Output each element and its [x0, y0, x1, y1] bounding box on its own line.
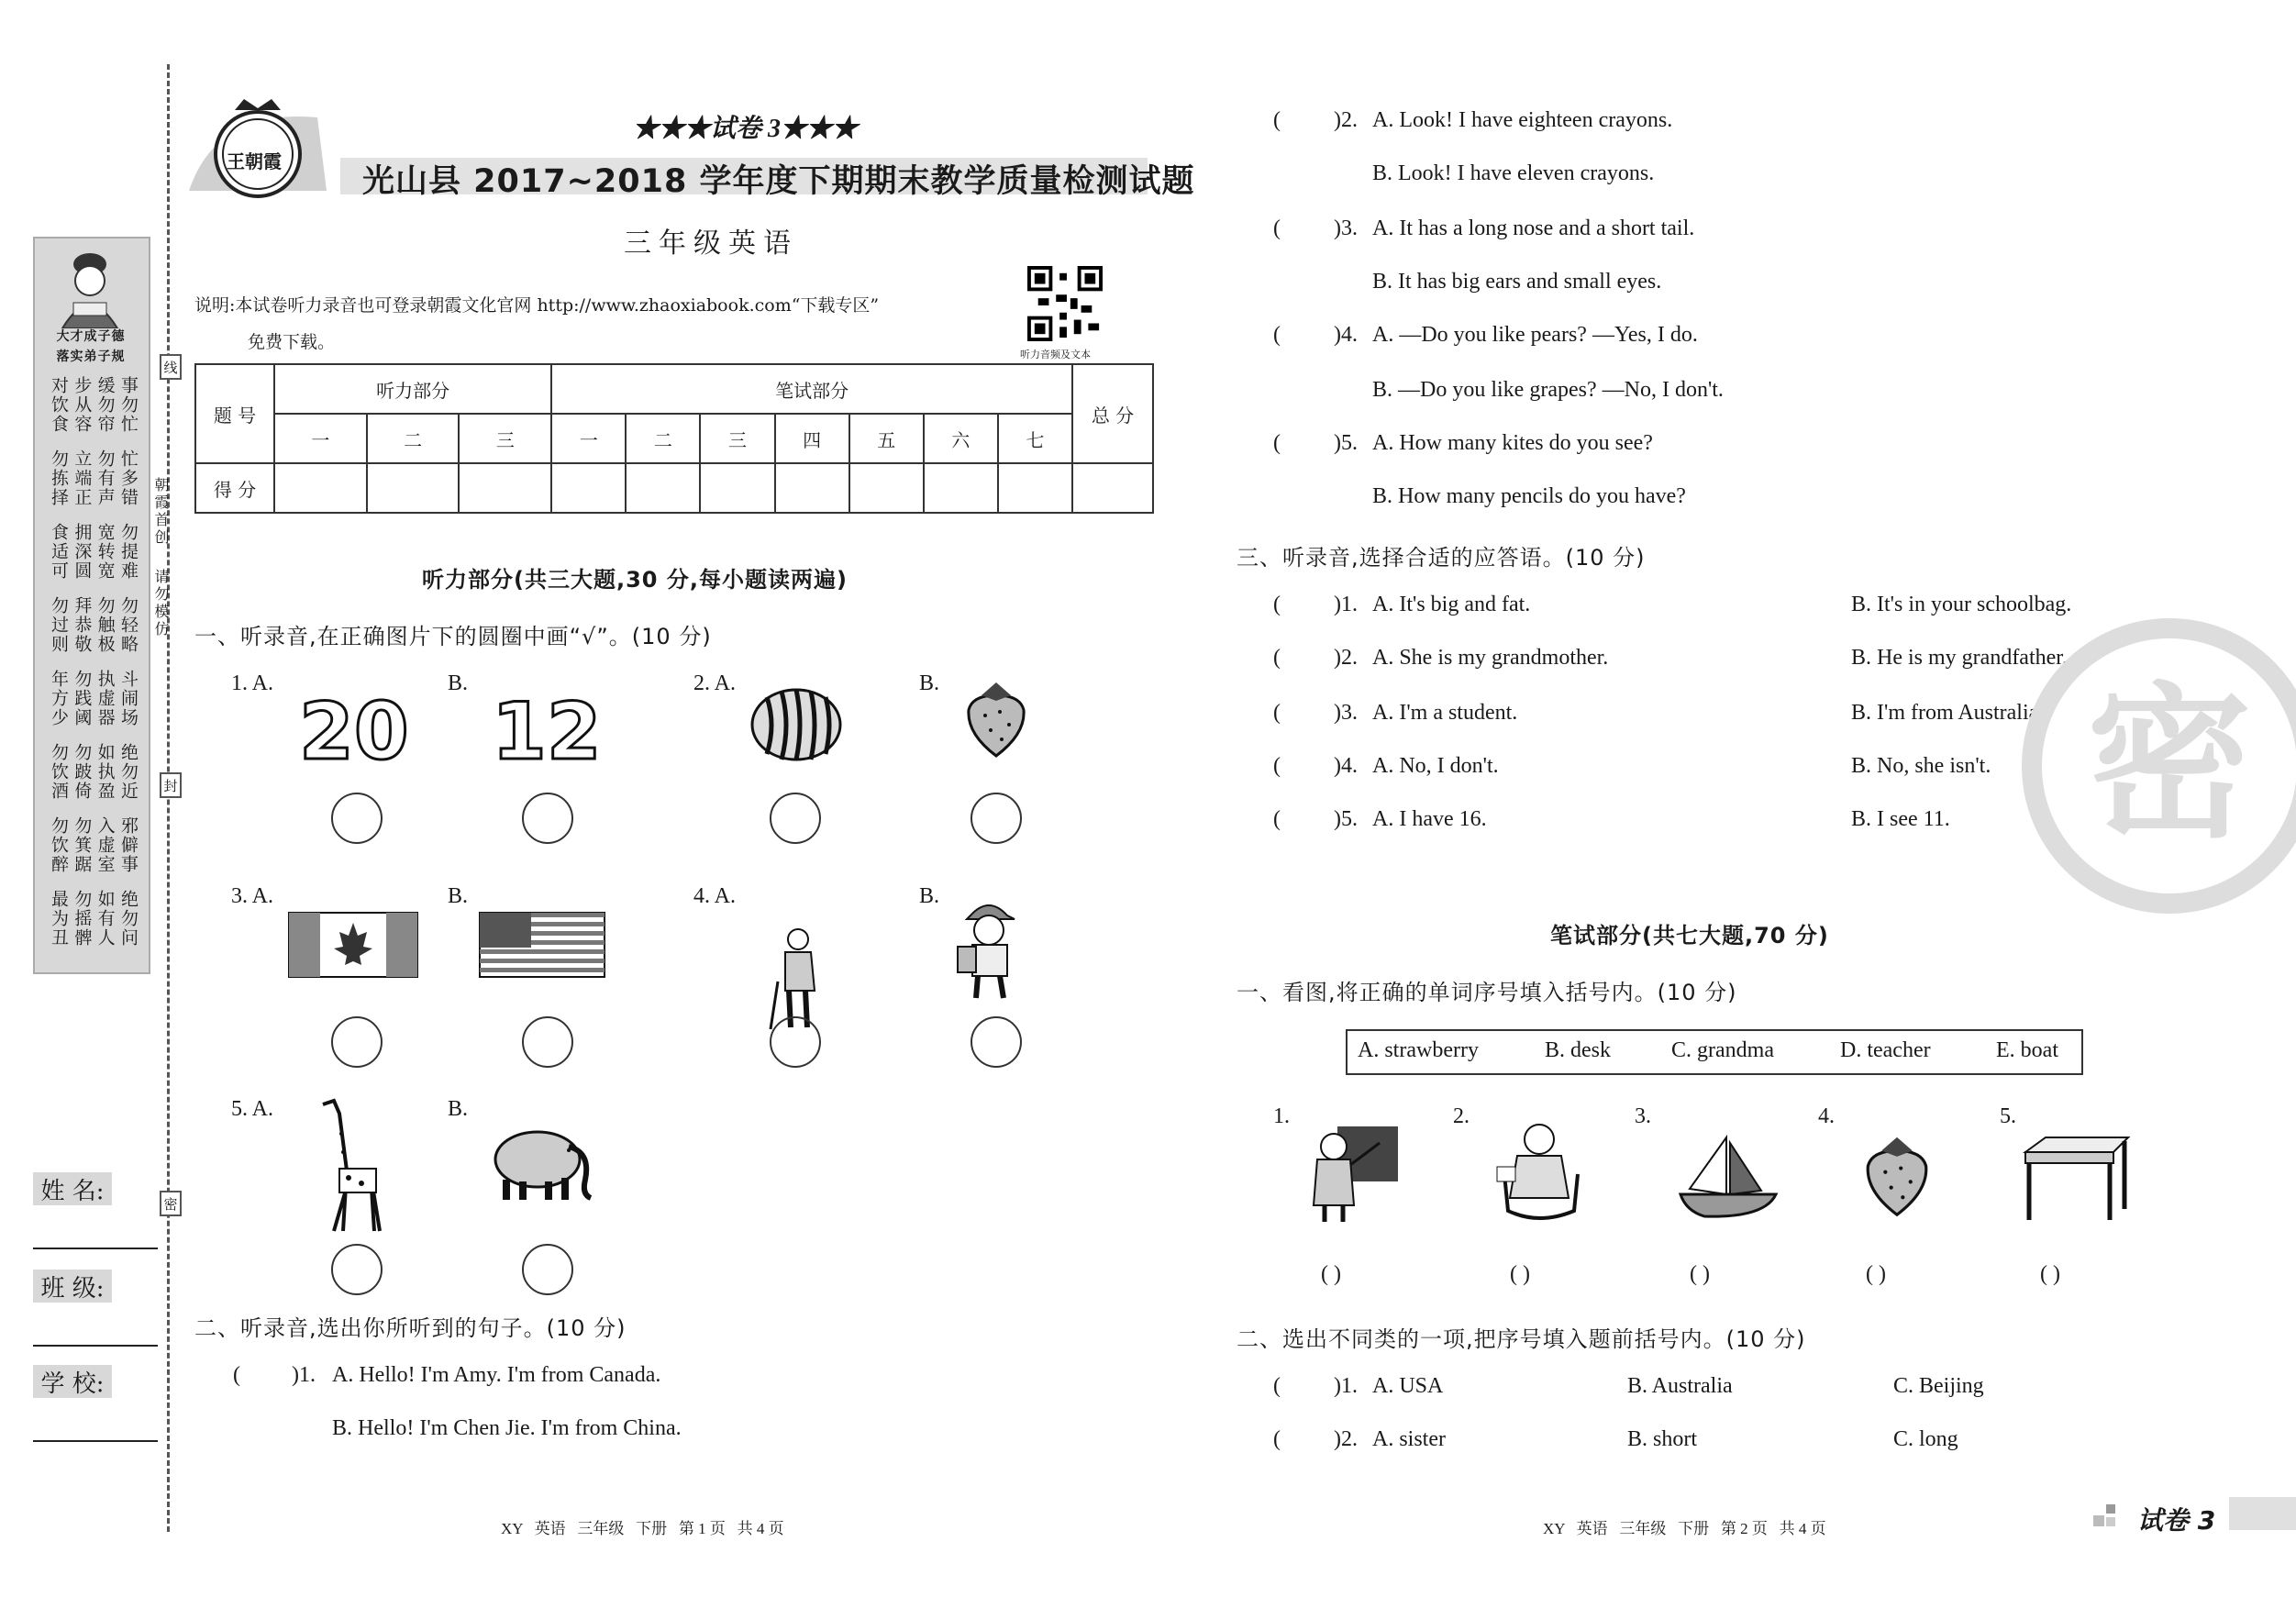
- p3-q1-b: B. It's in your schoolbag.: [1851, 593, 2072, 616]
- p2-q1-no: )1.: [292, 1363, 316, 1387]
- qr-code-icon[interactable]: [1027, 266, 1103, 341]
- item-3-b-label: B.: [448, 884, 469, 908]
- w2-q1-c: C. Beijing: [1893, 1374, 1984, 1398]
- motto-column: 斗闹场: [117, 670, 139, 727]
- elephant-icon: [484, 1125, 598, 1202]
- picture-no-2: 2.: [1453, 1104, 1470, 1128]
- motto-column: 勿饮酒: [49, 743, 69, 801]
- answer-circle[interactable]: [971, 793, 1022, 844]
- p3-q5-b: B. I see 11.: [1851, 807, 1950, 831]
- answer-bracket[interactable]: (: [1273, 323, 1281, 347]
- writing-col: 七: [998, 414, 1072, 463]
- w2-q1-b: B. Australia: [1627, 1374, 1733, 1398]
- score-cell[interactable]: [1072, 463, 1153, 513]
- motto-column: 勿触极: [94, 596, 116, 654]
- p2-q4-a: A. —Do you like pears? —Yes, I do.: [1372, 323, 1698, 347]
- word-option: E. boat: [1996, 1038, 2058, 1062]
- motto-column: 事勿忙: [117, 376, 139, 434]
- listening-col: 三: [459, 414, 551, 463]
- motto-column: 拥深圆: [72, 523, 93, 581]
- p3-q1-no: )1.: [1334, 593, 1358, 616]
- motto-block: [48, 449, 139, 521]
- motto-block: [48, 376, 139, 448]
- listening-header: 听力部分: [274, 364, 551, 414]
- w2-q2-a: A. sister: [1372, 1427, 1446, 1451]
- item-2-a-label: 2. A.: [693, 671, 737, 695]
- p2-q3-b: B. It has big ears and small eyes.: [1372, 270, 1662, 294]
- motto-block: [48, 596, 139, 668]
- p3-q5-a: A. I have 16.: [1372, 807, 1487, 831]
- motto-column: 执虚器: [94, 670, 116, 727]
- motto-column: 步从容: [72, 376, 93, 434]
- school-line[interactable]: [33, 1440, 158, 1442]
- p3-q2-b: B. He is my grandfather.: [1851, 646, 2068, 670]
- answer-bracket[interactable]: (: [1273, 431, 1281, 455]
- writing-part2-title: 二、选出不同类的一项,把序号填入题前括号内。(10 分): [1237, 1326, 1806, 1352]
- score-cell[interactable]: [459, 463, 551, 513]
- boat-icon: [1677, 1134, 1780, 1220]
- teacher-icon: [1306, 1123, 1400, 1224]
- w2-q1-a: A. USA: [1372, 1374, 1444, 1398]
- subject-title: 三年级英语: [624, 227, 798, 260]
- p3-q1-a: A. It's big and fat.: [1372, 593, 1531, 616]
- boy-student-icon: [950, 895, 1027, 1005]
- strawberry-icon: [963, 679, 1029, 760]
- item-5-b-label: B.: [448, 1097, 469, 1121]
- motto-column: 如执盈: [94, 743, 116, 801]
- writing-col: 五: [849, 414, 924, 463]
- listening-part2-title: 二、听录音,选出你所听到的句子。(10 分): [194, 1315, 627, 1341]
- picture-no-1: 1.: [1273, 1104, 1290, 1128]
- class-label: 班 级:: [33, 1270, 112, 1303]
- vertical-note-1: 朝霞首创: [152, 477, 170, 547]
- answer-bracket[interactable]: ( ): [1321, 1262, 1341, 1286]
- motto-column: 年方少: [49, 670, 69, 727]
- qr-caption: 听力音频及文本: [1020, 349, 1091, 360]
- score-cell[interactable]: [367, 463, 460, 513]
- answer-circle[interactable]: [522, 1244, 573, 1295]
- binding-mark-line: 线: [160, 354, 182, 380]
- answer-bracket[interactable]: ( ): [1866, 1262, 1886, 1286]
- number-12-picture: 12: [492, 686, 602, 778]
- motto-column: 对饮食: [49, 376, 69, 434]
- number-20-picture: 20: [299, 686, 409, 778]
- motto-column: 食适可: [49, 523, 69, 581]
- binding-mark-secret: 密: [160, 1191, 182, 1216]
- p2-q2-b: B. Look! I have eleven crayons.: [1372, 161, 1655, 185]
- answer-bracket[interactable]: (: [233, 1363, 240, 1387]
- total-header: 总 分: [1072, 364, 1153, 463]
- answer-circle[interactable]: [770, 1016, 821, 1068]
- word-option: A. strawberry: [1358, 1038, 1479, 1062]
- w2-q2-c: C. long: [1893, 1427, 1958, 1451]
- grandma-icon: [1495, 1119, 1583, 1224]
- row-label-score: 得 分: [195, 463, 274, 513]
- p3-q4-b: B. No, she isn't.: [1851, 754, 1991, 778]
- answer-bracket[interactable]: (: [1273, 593, 1281, 616]
- w2-q2-b: B. short: [1627, 1427, 1698, 1451]
- answer-bracket[interactable]: (: [1273, 1374, 1281, 1398]
- row-label-question: 题 号: [195, 364, 274, 463]
- item-3-a-label: 3. A.: [231, 884, 274, 908]
- writing-col: 三: [700, 414, 774, 463]
- listening-part1-title: 一、听录音,在正确图片下的圆圈中画“√”。(10 分): [194, 624, 712, 649]
- p2-q3-no: )3.: [1334, 216, 1358, 240]
- motto-column: 勿过则: [49, 596, 69, 654]
- motto-block: [48, 890, 139, 961]
- school-label: 学 校:: [33, 1365, 112, 1398]
- logo-text: 王朝霞: [227, 150, 282, 172]
- motto-column: 忙多错: [117, 449, 139, 507]
- usa-flag-icon: [479, 912, 605, 978]
- p2-q1-a: A. Hello! I'm Amy. I'm from Canada.: [332, 1363, 661, 1387]
- answer-bracket[interactable]: (: [1273, 1427, 1281, 1451]
- word-option: B. desk: [1545, 1038, 1611, 1062]
- score-cell[interactable]: [775, 463, 849, 513]
- score-cell[interactable]: [700, 463, 774, 513]
- writing-part1-title: 一、看图,将正确的单词序号填入括号内。(10 分): [1237, 980, 1737, 1005]
- answer-circle[interactable]: [522, 793, 573, 844]
- w2-q2-no: )2.: [1334, 1427, 1358, 1451]
- seal-char: 密: [2086, 669, 2253, 860]
- answer-circle[interactable]: [331, 1244, 383, 1295]
- motto-column: 勿拣择: [49, 449, 69, 507]
- confidential-seal-icon: [2018, 615, 2296, 917]
- corner-shade: [2229, 1497, 2296, 1530]
- item-2-b-label: B.: [919, 671, 940, 695]
- picture-no-5: 5.: [2000, 1104, 2016, 1128]
- motto-column: 最为丑: [49, 890, 69, 948]
- writing-header: 笔试部分: [551, 364, 1072, 414]
- corner-paper-tag: 试卷 3: [2137, 1505, 2216, 1536]
- motto-column: 勿箕踞: [72, 816, 93, 874]
- desk-icon: [2022, 1132, 2132, 1224]
- writing-col: 六: [924, 414, 998, 463]
- listening-col: 二: [367, 414, 460, 463]
- listening-part3-title: 三、听录音,选择合适的应答语。(10 分): [1237, 545, 1646, 571]
- p3-q4-no: )4.: [1334, 754, 1358, 778]
- motto-column: 拜恭敬: [72, 596, 93, 654]
- p3-q2-a: A. She is my grandmother.: [1372, 646, 1609, 670]
- binding-mark-seal: 封: [160, 772, 182, 798]
- p2-q1-b: B. Hello! I'm Chen Jie. I'm from China.: [332, 1416, 682, 1440]
- motto-block: [48, 670, 139, 741]
- w2-q1-no: )1.: [1334, 1374, 1358, 1398]
- picture-no-3: 3.: [1635, 1104, 1651, 1128]
- answer-bracket[interactable]: (: [1273, 216, 1281, 240]
- word-option: C. grandma: [1671, 1038, 1774, 1062]
- motto-column: 勿践阈: [72, 670, 93, 727]
- score-cell[interactable]: [998, 463, 1072, 513]
- motto-column: 立端正: [72, 449, 93, 507]
- motto-column: 缓勿帘: [94, 376, 116, 434]
- motto-column: 勿饮醉: [49, 816, 69, 874]
- corner-decoration: [2093, 1504, 2126, 1528]
- writing-section-title: 笔试部分(共七大题,70 分): [1550, 923, 1829, 948]
- answer-bracket[interactable]: (: [1273, 646, 1281, 670]
- class-line[interactable]: [33, 1345, 158, 1347]
- writing-col: 四: [775, 414, 849, 463]
- answer-bracket[interactable]: (: [1273, 807, 1281, 831]
- picture-no-4: 4.: [1818, 1104, 1835, 1128]
- motto-column: 勿提难: [117, 523, 139, 581]
- name-label: 姓 名:: [33, 1172, 112, 1205]
- motto-column: 绝勿问: [117, 890, 139, 948]
- score-table: [194, 363, 1154, 514]
- binding-dash-line: [167, 64, 170, 1532]
- answer-circle[interactable]: [770, 793, 821, 844]
- answer-circle[interactable]: [331, 793, 383, 844]
- motto-head-1: 大才成子德: [56, 329, 126, 344]
- note-line-2: 免费下载。: [248, 332, 336, 352]
- answer-bracket[interactable]: ( ): [1510, 1262, 1530, 1286]
- motto-column: 邪僻事: [117, 816, 139, 874]
- p2-q2-no: )2.: [1334, 108, 1358, 132]
- answer-circle[interactable]: [522, 1016, 573, 1068]
- answer-bracket[interactable]: ( ): [1690, 1262, 1710, 1286]
- answer-bracket[interactable]: (: [1273, 754, 1281, 778]
- paper-title: 光山县 2017~2018 学年度下期期末教学质量检测试题: [362, 163, 1195, 200]
- writing-col: 一: [551, 414, 626, 463]
- vertical-note-2: 请勿模仿: [152, 569, 170, 638]
- item-4-b-label: B.: [919, 884, 940, 908]
- p3-q3-a: A. I'm a student.: [1372, 701, 1518, 725]
- score-cell[interactable]: [274, 463, 367, 513]
- p2-q2-a: A. Look! I have eighteen crayons.: [1372, 108, 1673, 132]
- footer-left: XY 英语 三年级 下册 第 1 页 共 4 页: [501, 1520, 784, 1537]
- score-cell[interactable]: [849, 463, 924, 513]
- listening-col: 一: [274, 414, 367, 463]
- p3-q3-no: )3.: [1334, 701, 1358, 725]
- p3-q5-no: )5.: [1334, 807, 1358, 831]
- answer-bracket[interactable]: (: [1273, 108, 1281, 132]
- score-cell[interactable]: [924, 463, 998, 513]
- item-1-a-label: 1. A.: [231, 671, 274, 695]
- motto-column: 绝勿近: [117, 743, 139, 801]
- answer-circle[interactable]: [971, 1016, 1022, 1068]
- footer-right: XY 英语 三年级 下册 第 2 页 共 4 页: [1543, 1520, 1826, 1537]
- item-5-a-label: 5. A.: [231, 1097, 274, 1121]
- note-line-1: 说明:本试卷听力录音也可登录朝霞文化官网 http://www.zhaoxiabook.com“下载专区”: [194, 295, 880, 316]
- motto-block: [48, 743, 139, 815]
- motto-block: [48, 523, 139, 594]
- motto-column: 勿有声: [94, 449, 116, 507]
- motto-column: 宽转宽: [94, 523, 116, 581]
- score-cell[interactable]: [626, 463, 700, 513]
- listening-section-title: 听力部分(共三大题,30 分,每小题读两遍): [422, 567, 848, 593]
- watermelon-icon: [749, 686, 844, 763]
- motto-column: 勿跛倚: [72, 743, 93, 801]
- motto-grid: [48, 376, 139, 963]
- motto-head-2: 落实弟子规: [56, 349, 126, 364]
- p3-q3-b: B. I'm from Australia.: [1851, 701, 2045, 725]
- motto-column: 如有人: [94, 890, 116, 948]
- giraffe-icon: [306, 1097, 383, 1235]
- answer-bracket[interactable]: ( ): [2040, 1262, 2060, 1286]
- p2-q3-a: A. It has a long nose and a short tail.: [1372, 216, 1695, 240]
- p3-q4-a: A. No, I don't.: [1372, 754, 1499, 778]
- p2-q5-b: B. How many pencils do you have?: [1372, 484, 1686, 508]
- motto-block: [48, 816, 139, 888]
- paper-number: ★★★试卷 3★★★: [633, 115, 859, 143]
- motto-column: 勿轻略: [117, 596, 139, 654]
- motto-column: 入虚室: [94, 816, 116, 874]
- strawberry-icon: [1862, 1132, 1932, 1220]
- p3-q2-no: )2.: [1334, 646, 1358, 670]
- p2-q4-b: B. —Do you like grapes? —No, I don't.: [1372, 378, 1724, 402]
- item-1-b-label: B.: [448, 671, 469, 695]
- score-cell[interactable]: [551, 463, 626, 513]
- name-line[interactable]: [33, 1248, 158, 1249]
- item-4-a-label: 4. A.: [693, 884, 737, 908]
- p2-q4-no: )4.: [1334, 323, 1358, 347]
- word-option: D. teacher: [1840, 1038, 1931, 1062]
- writing-col: 二: [626, 414, 700, 463]
- motto-column: 勿摇髀: [72, 890, 93, 948]
- answer-circle[interactable]: [331, 1016, 383, 1068]
- scholar-boy-icon: [46, 246, 134, 328]
- canada-flag-icon: [288, 912, 418, 978]
- answer-bracket[interactable]: (: [1273, 701, 1281, 725]
- p2-q5-no: )5.: [1334, 431, 1358, 455]
- p2-q5-a: A. How many kites do you see?: [1372, 431, 1653, 455]
